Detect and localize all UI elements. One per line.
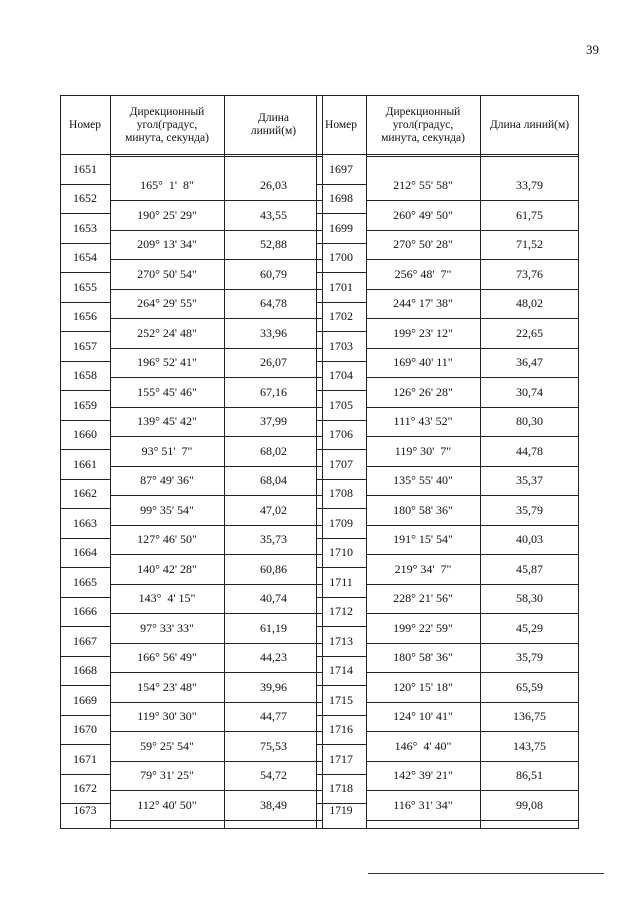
footer-rule <box>368 873 604 874</box>
direction-angle: 252° 24' 48" <box>137 325 197 340</box>
line-length: 61,75 <box>516 207 543 222</box>
point-number: 1704 <box>316 362 366 392</box>
direction-angle: 93° 51' 7" <box>141 443 193 458</box>
point-number: 1697 <box>316 155 366 185</box>
point-number: 1655 <box>60 273 110 303</box>
direction-angle: 112° 40' 50" <box>137 797 197 812</box>
direction-angle: 270° 50' 28" <box>393 237 453 252</box>
line-length: 86,51 <box>516 768 543 783</box>
line-length: 54,72 <box>260 768 287 783</box>
line-length: 75,53 <box>260 738 287 753</box>
header-length: Длина линий(м) <box>489 118 570 131</box>
direction-angle: 199° 22' 59" <box>393 620 453 635</box>
line-length: 33,79 <box>516 178 543 193</box>
direction-angle: 135° 55' 40" <box>393 473 453 488</box>
point-number: 1666 <box>60 598 110 628</box>
point-number: 1653 <box>60 214 110 244</box>
line-length: 35,79 <box>516 650 543 665</box>
header-angle: Дирекционный угол(градус, минута, секунда) <box>125 105 209 144</box>
direction-angle: 190° 25' 29" <box>137 207 197 222</box>
line-length: 45,29 <box>516 620 543 635</box>
line-length: 38,49 <box>260 797 287 812</box>
direction-angle: 146° 4' 40" <box>394 738 452 753</box>
point-number: 1715 <box>316 686 366 716</box>
point-number: 1701 <box>316 273 366 303</box>
direction-angle: 127° 46' 50" <box>137 532 197 547</box>
point-number: 1712 <box>316 598 366 628</box>
point-number: 1662 <box>60 480 110 510</box>
point-number: 1711 <box>316 568 366 598</box>
direction-angle: 116° 31' 34" <box>393 797 453 812</box>
header-angle: Дирекционный угол(градус, минута, секунда) <box>381 105 465 144</box>
line-length: 26,03 <box>260 178 287 193</box>
direction-angle: 87° 49' 36" <box>140 473 194 488</box>
line-length: 80,30 <box>516 414 543 429</box>
point-number: 1698 <box>316 185 366 215</box>
direction-angle: 140° 42' 28" <box>137 561 197 576</box>
coordinates-table-left <box>60 95 323 829</box>
direction-angle: 169° 40' 11" <box>393 355 453 370</box>
line-length: 44,77 <box>260 709 287 724</box>
point-number: 1700 <box>316 244 366 274</box>
direction-angle: 79° 31' 25" <box>140 768 194 783</box>
direction-angle: 180° 58' 36" <box>393 502 453 517</box>
direction-angle: 264° 29' 55" <box>137 296 197 311</box>
header-number: Номер <box>69 118 101 131</box>
direction-angle: 111° 43' 52" <box>393 414 453 429</box>
direction-angle: 209° 13' 34" <box>137 237 197 252</box>
point-number: 1652 <box>60 185 110 215</box>
line-length: 39,96 <box>260 679 287 694</box>
line-length: 71,52 <box>516 237 543 252</box>
direction-angle: 97° 33' 33" <box>140 620 194 635</box>
point-number: 1665 <box>60 568 110 598</box>
point-number: 1673 <box>73 804 97 817</box>
line-length: 35,73 <box>260 532 287 547</box>
direction-angle: 143° 4' 15" <box>138 591 196 606</box>
direction-angle: 270° 50' 54" <box>137 266 197 281</box>
page-number: 39 <box>586 42 599 57</box>
point-number: 1659 <box>60 391 110 421</box>
line-length: 58,30 <box>516 591 543 606</box>
direction-angle: 165° 1' 8" <box>140 178 194 193</box>
line-length: 68,02 <box>260 443 287 458</box>
direction-angle: 196° 52' 41" <box>137 355 197 370</box>
point-number: 1709 <box>316 509 366 539</box>
line-length: 68,04 <box>260 473 287 488</box>
direction-angle: 139° 45' 42" <box>137 414 197 429</box>
line-length: 64,78 <box>260 296 287 311</box>
line-length: 47,02 <box>260 502 287 517</box>
direction-angle: 119° 30' 7" <box>394 443 452 458</box>
line-length: 44,23 <box>260 650 287 665</box>
point-number: 1669 <box>60 686 110 716</box>
point-number: 1713 <box>316 627 366 657</box>
point-number: 1660 <box>60 421 110 451</box>
direction-angle: 142° 39' 21" <box>393 768 453 783</box>
point-number: 1671 <box>60 745 110 775</box>
line-length: 40,74 <box>260 591 287 606</box>
point-number: 1719 <box>329 804 353 817</box>
line-length: 43,55 <box>260 207 287 222</box>
direction-angle: 119° 30' 30" <box>137 709 197 724</box>
point-number: 1703 <box>316 332 366 362</box>
direction-angle: 155° 45' 46" <box>137 384 197 399</box>
direction-angle: 124° 10' 41" <box>393 709 453 724</box>
direction-angle: 256° 48' 7" <box>394 266 452 281</box>
line-length: 99,08 <box>516 797 543 812</box>
direction-angle: 199° 23' 12" <box>393 325 453 340</box>
direction-angle: 212° 55' 58" <box>393 178 453 193</box>
line-length: 33,96 <box>260 325 287 340</box>
line-length: 36,47 <box>516 355 543 370</box>
point-number: 1708 <box>316 480 366 510</box>
point-number: 1658 <box>60 362 110 392</box>
direction-angle: 260° 49' 50" <box>393 207 453 222</box>
table-frame <box>316 95 579 829</box>
line-length: 26,07 <box>260 355 287 370</box>
header-length: Длина линий(м) <box>250 112 297 137</box>
point-number: 1717 <box>316 745 366 775</box>
line-length: 44,78 <box>516 443 543 458</box>
line-length: 73,76 <box>516 266 543 281</box>
point-number: 1699 <box>316 214 366 244</box>
line-length: 35,79 <box>516 502 543 517</box>
line-length: 45,87 <box>516 561 543 576</box>
point-number: 1706 <box>316 421 366 451</box>
line-length: 30,74 <box>516 384 543 399</box>
line-length: 48,02 <box>516 296 543 311</box>
direction-angle: 166° 56' 49" <box>137 650 197 665</box>
point-number: 1654 <box>60 244 110 274</box>
coordinates-table-right <box>316 95 579 829</box>
direction-angle: 244° 17' 38" <box>393 296 453 311</box>
line-length: 52,88 <box>260 237 287 252</box>
point-number: 1702 <box>316 303 366 333</box>
direction-angle: 191° 15' 54" <box>393 532 453 547</box>
line-length: 136,75 <box>513 709 546 724</box>
direction-angle: 120° 15' 18" <box>393 679 453 694</box>
line-length: 37,99 <box>260 414 287 429</box>
point-number: 1710 <box>316 539 366 569</box>
point-number: 1714 <box>316 657 366 687</box>
point-number: 1716 <box>316 716 366 746</box>
direction-angle: 228° 21' 56" <box>393 591 453 606</box>
point-number: 1664 <box>60 539 110 569</box>
line-length: 60,86 <box>260 561 287 576</box>
point-number: 1663 <box>60 509 110 539</box>
direction-angle: 219° 34' 7" <box>394 561 452 576</box>
point-number: 1670 <box>60 716 110 746</box>
point-number: 1667 <box>60 627 110 657</box>
direction-angle: 126° 26' 28" <box>393 384 453 399</box>
point-number: 1657 <box>60 332 110 362</box>
table-frame <box>60 95 323 829</box>
direction-angle: 154° 23' 48" <box>137 679 197 694</box>
point-number: 1672 <box>60 775 110 805</box>
point-number: 1718 <box>316 775 366 805</box>
line-length: 61,19 <box>260 620 287 635</box>
point-number: 1651 <box>60 155 110 185</box>
line-length: 143,75 <box>513 738 546 753</box>
point-number: 1705 <box>316 391 366 421</box>
direction-angle: 59° 25' 54" <box>140 738 194 753</box>
direction-angle: 99° 35' 54" <box>140 502 194 517</box>
line-length: 22,65 <box>516 325 543 340</box>
line-length: 35,37 <box>516 473 543 488</box>
header-number: Номер <box>325 118 357 131</box>
point-number: 1668 <box>60 657 110 687</box>
direction-angle: 180° 58' 36" <box>393 650 453 665</box>
line-length: 67,16 <box>260 384 287 399</box>
line-length: 60,79 <box>260 266 287 281</box>
point-number: 1707 <box>316 450 366 480</box>
point-number: 1661 <box>60 450 110 480</box>
line-length: 40,03 <box>516 532 543 547</box>
line-length: 65,59 <box>516 679 543 694</box>
point-number: 1656 <box>60 303 110 333</box>
